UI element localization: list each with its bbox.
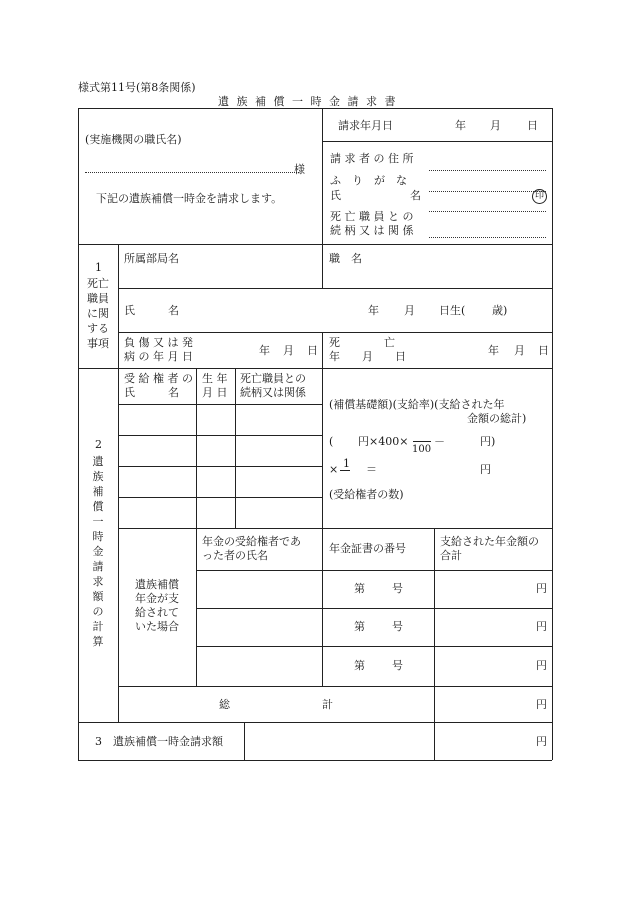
name-label-right: 名 bbox=[410, 189, 421, 202]
formula-fraction-bar-100 bbox=[413, 441, 431, 442]
pension-cert-col bbox=[322, 528, 323, 686]
top-divider bbox=[322, 108, 323, 244]
sec3-divider bbox=[244, 722, 245, 760]
sec1-number: 1 bbox=[95, 261, 102, 274]
sec3-label: 3 遺族補償一時金請求額 bbox=[95, 735, 223, 748]
sec2-row1-line bbox=[118, 435, 322, 436]
cert-row-2-yen: 円 bbox=[536, 620, 547, 633]
address-dotted-line bbox=[429, 170, 546, 171]
seal-mark: 印 bbox=[532, 189, 547, 204]
agency-label: (実施機関の職氏名) bbox=[85, 133, 182, 146]
paid-total-header-1: 支給された年金額の bbox=[440, 535, 539, 548]
certificate-header: 年金証書の番号 bbox=[329, 542, 406, 555]
sec2-birth-col bbox=[235, 368, 236, 528]
border-right bbox=[552, 108, 553, 760]
sec2-label: 遺族補償一時金請求額の計算 bbox=[92, 455, 104, 648]
injury-date-label-2: 病 の 年 月 日 bbox=[124, 350, 193, 363]
sec1-row3-split bbox=[322, 332, 323, 368]
request-date-day: 日 bbox=[527, 119, 538, 132]
death-month: 月 bbox=[514, 344, 525, 357]
cert-row-1-dai: 第 bbox=[354, 582, 365, 595]
pension-case-4: いた場合 bbox=[135, 620, 179, 633]
pension-name-header-1: 年金の受給権者であ bbox=[202, 535, 301, 548]
formula-yen-times: 円×400× bbox=[358, 435, 409, 448]
pension-bottom-line bbox=[118, 686, 552, 687]
cert-row-3-go: 号 bbox=[392, 659, 403, 672]
sec2-label-divider bbox=[118, 368, 119, 722]
sec2-row2-line bbox=[118, 466, 322, 467]
relation-label-1: 死 亡 職 員 と の bbox=[330, 210, 414, 223]
agency-dotted-line bbox=[85, 172, 299, 173]
pension-case-1: 遺族補償 bbox=[135, 578, 179, 591]
request-statement: 下記の遺族補償一時金を請求します。 bbox=[96, 192, 283, 205]
cert-row-2-go: 号 bbox=[392, 620, 403, 633]
formula-count-label: (受給権者の数) bbox=[329, 488, 404, 501]
birth-year: 年 bbox=[368, 304, 379, 317]
pension-name-header-2: った者の氏名 bbox=[202, 549, 268, 562]
sec2-header-line bbox=[118, 404, 322, 405]
pension-case-2: 年金が支 bbox=[135, 592, 179, 605]
sec2-row3-line bbox=[118, 497, 322, 498]
sec1-bottom-line bbox=[78, 368, 552, 369]
cert-row-2-dai: 第 bbox=[354, 620, 365, 633]
age-label: 歳) bbox=[492, 304, 508, 317]
total-yen: 円 bbox=[536, 698, 547, 711]
sec1-row1-line bbox=[118, 288, 552, 289]
date-row-line bbox=[322, 141, 552, 142]
beneficiary-header-2: 氏 名 bbox=[124, 386, 179, 399]
pension-header-line bbox=[196, 570, 552, 571]
death-label-2: 年 月 日 bbox=[329, 350, 406, 363]
formula-paren: ( bbox=[329, 435, 334, 448]
sec2-beneficiary-bottom bbox=[118, 528, 552, 529]
birth-day: 日生( bbox=[439, 304, 466, 317]
formula-equals: ＝ bbox=[366, 463, 377, 476]
formula-denominator: 100 bbox=[412, 444, 432, 455]
formula-headers-2: 金額の総計) bbox=[467, 412, 527, 425]
sec2-bottom-line bbox=[78, 722, 552, 723]
department-label: 所属部局名 bbox=[124, 252, 179, 265]
pension-paid-col bbox=[434, 528, 435, 760]
name-label-left: 氏 bbox=[330, 189, 341, 202]
injury-day: 日 bbox=[307, 344, 318, 357]
formula-result-yen: 円 bbox=[480, 463, 491, 476]
furigana-label: ふ り が な bbox=[330, 174, 407, 187]
request-date-label: 請求年月日 bbox=[338, 119, 393, 132]
pension-row1-line bbox=[196, 608, 552, 609]
form-number: 様式第11号(第8条関係) bbox=[78, 81, 196, 94]
pension-case-3: 給されて bbox=[135, 606, 179, 619]
sec2-relation-col bbox=[322, 368, 323, 528]
beneficiary-header-1: 受 給 権 者 の bbox=[124, 372, 193, 385]
formula-numerator: 1 bbox=[343, 457, 350, 470]
sec2-name-col bbox=[196, 368, 197, 528]
death-year: 年 bbox=[488, 344, 499, 357]
cert-row-3-yen: 円 bbox=[536, 659, 547, 672]
death-label-a: 死 bbox=[329, 336, 340, 349]
formula-times: × bbox=[329, 463, 339, 476]
formula-minus: － bbox=[434, 435, 445, 448]
pension-label-col bbox=[196, 528, 197, 686]
name-dotted-line bbox=[429, 211, 546, 212]
sec2-number: 2 bbox=[95, 438, 102, 451]
paid-total-header-2: 合計 bbox=[440, 549, 462, 562]
top-section-line bbox=[78, 244, 552, 245]
sec3-yen: 円 bbox=[536, 735, 547, 748]
relation-header-2: 続柄又は関係 bbox=[240, 386, 306, 399]
relation-dotted-line bbox=[429, 237, 546, 238]
relation-label-2: 続 柄 又 は 関 係 bbox=[330, 224, 414, 237]
claimant-address-label: 請 求 者 の 住 所 bbox=[330, 152, 414, 165]
page-title: 遺 族 補 償 一 時 金 請 求 書 bbox=[218, 95, 398, 108]
border-top bbox=[78, 108, 552, 109]
birth-header-1: 生 年 bbox=[202, 372, 228, 385]
request-date-year: 年 bbox=[455, 119, 466, 132]
injury-month: 月 bbox=[283, 344, 294, 357]
cert-row-3-dai: 第 bbox=[354, 659, 365, 672]
death-label-b: 亡 bbox=[384, 336, 395, 349]
position-label: 職 名 bbox=[329, 252, 362, 265]
furigana-dotted-line bbox=[429, 191, 546, 192]
claim-form-table bbox=[78, 108, 552, 760]
relation-header-1: 死亡職員との bbox=[240, 372, 306, 385]
total-label-a: 総 bbox=[219, 698, 230, 711]
pension-row2-line bbox=[196, 646, 552, 647]
formula-yen-close: 円) bbox=[480, 435, 496, 448]
injury-year: 年 bbox=[259, 344, 270, 357]
total-label-b: 計 bbox=[322, 698, 333, 711]
death-day: 日 bbox=[538, 344, 549, 357]
sec1-label: 死亡職員に関する事項 bbox=[87, 277, 109, 350]
formula-headers-1: (補償基礎額)(支給率)(支給された年 bbox=[329, 398, 505, 411]
sec1-label-divider bbox=[118, 244, 119, 368]
sec1-row1-split bbox=[322, 244, 323, 288]
cert-row-1-yen: 円 bbox=[536, 582, 547, 595]
sec1-row2-line bbox=[118, 332, 552, 333]
birth-month: 月 bbox=[404, 304, 415, 317]
honorific: 様 bbox=[294, 163, 305, 176]
injury-date-label-1: 負 傷 又 は 発 bbox=[124, 336, 193, 349]
deceased-name-label: 氏 名 bbox=[124, 304, 179, 317]
border-bottom bbox=[78, 760, 552, 761]
request-date-month: 月 bbox=[490, 119, 501, 132]
formula-fraction-bar bbox=[340, 470, 350, 471]
birth-header-2: 月 日 bbox=[202, 386, 228, 399]
border-left bbox=[78, 108, 79, 760]
cert-row-1-go: 号 bbox=[392, 582, 403, 595]
